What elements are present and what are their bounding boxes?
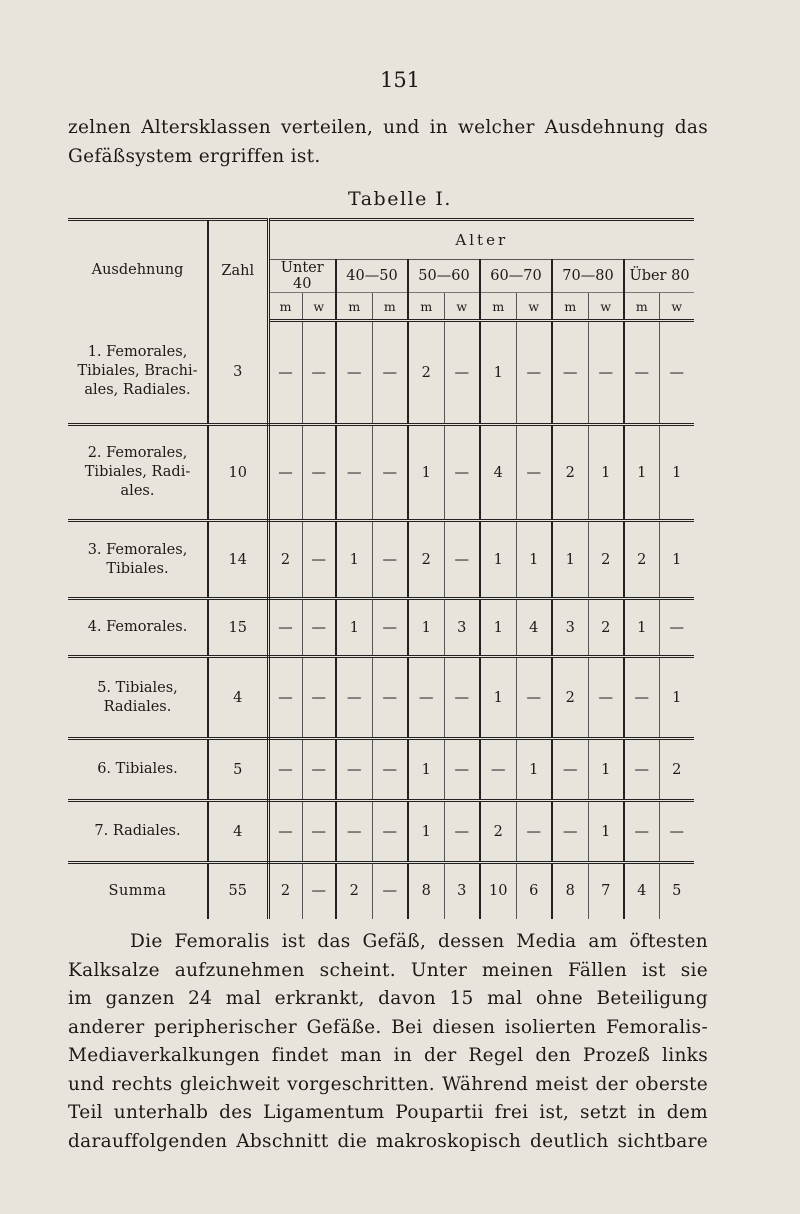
table-row bbox=[68, 801, 694, 863]
body-paragraph bbox=[68, 928, 708, 1156]
table-cell: 2 bbox=[480, 801, 516, 863]
table-cell: 4 bbox=[480, 425, 516, 521]
header-sex: m bbox=[372, 293, 408, 321]
row-zahl: 4 bbox=[208, 657, 268, 739]
table-cell: 1 bbox=[588, 739, 624, 801]
table-row bbox=[68, 599, 694, 657]
table-cell: 1 bbox=[336, 521, 372, 599]
table-cell: — bbox=[552, 739, 588, 801]
table-row bbox=[68, 321, 694, 425]
row-label: 7. Radiales. bbox=[68, 801, 208, 863]
table-cell: — bbox=[444, 521, 480, 599]
table-cell: 2 bbox=[408, 521, 444, 599]
row-zahl: 3 bbox=[208, 321, 268, 425]
table-cell: 1 bbox=[480, 599, 516, 657]
table-cell: — bbox=[372, 321, 408, 425]
text-line: darauffolgenden Abschnitt die makroskopisch deutlich sichtbare bbox=[68, 1130, 708, 1152]
table-cell: 1 bbox=[408, 425, 444, 521]
header-sex: m bbox=[552, 293, 588, 321]
table-cell: — bbox=[372, 521, 408, 599]
table-cell: 1 bbox=[408, 599, 444, 657]
header-age-group: Unter 40 bbox=[268, 260, 336, 293]
table-cell: 2 bbox=[268, 863, 302, 919]
table-cell: 8 bbox=[408, 863, 444, 919]
table-cell: 1 bbox=[624, 599, 659, 657]
table-cell: — bbox=[268, 739, 302, 801]
table-cell: — bbox=[516, 425, 552, 521]
header-sex: m bbox=[624, 293, 659, 321]
text-line: Die Femoralis ist das Gefäß, dessen Media am öftesten bbox=[130, 931, 708, 952]
header-sex: m bbox=[480, 293, 516, 321]
table-cell: — bbox=[444, 801, 480, 863]
table-cell: 4 bbox=[624, 863, 659, 919]
table-cell: 8 bbox=[552, 863, 588, 919]
table-cell: 3 bbox=[444, 599, 480, 657]
row-label: 3. Femorales, Tibiales. bbox=[68, 521, 208, 599]
table-cell: — bbox=[516, 321, 552, 425]
table-cell: — bbox=[372, 425, 408, 521]
table-cell: 1 bbox=[516, 521, 552, 599]
text-line: zelnen Altersklassen verteilen, und in welcher Ausdehnung das bbox=[68, 117, 708, 138]
row-label: 2. Femorales, Tibiales, Radi-ales. bbox=[68, 425, 208, 521]
table-cell: — bbox=[659, 801, 694, 863]
page-number: 151 bbox=[379, 68, 421, 92]
table-cell: — bbox=[444, 321, 480, 425]
table-cell: 1 bbox=[480, 657, 516, 739]
text-line: Teil unterhalb des Ligamentum Poupartii frei ist, setzt in dem bbox=[68, 1102, 708, 1123]
table-cell: — bbox=[302, 863, 336, 919]
header-sex: w bbox=[516, 293, 552, 321]
table-cell: — bbox=[302, 739, 336, 801]
table-cell: — bbox=[624, 801, 659, 863]
table-cell: 7 bbox=[588, 863, 624, 919]
intro-paragraph bbox=[68, 114, 708, 171]
row-label: 6. Tibiales. bbox=[68, 739, 208, 801]
table-cell: 2 bbox=[336, 863, 372, 919]
table-cell: 2 bbox=[588, 521, 624, 599]
table-cell: — bbox=[336, 425, 372, 521]
table-cell: 1 bbox=[624, 425, 659, 521]
table-row bbox=[68, 863, 694, 919]
header-sex: w bbox=[588, 293, 624, 321]
table-cell: — bbox=[336, 739, 372, 801]
header-zahl: Zahl bbox=[208, 220, 268, 321]
table-cell: 1 bbox=[336, 599, 372, 657]
header-age-group: 70—80 bbox=[552, 260, 624, 293]
table-cell: 2 bbox=[659, 739, 694, 801]
header-age-group: 40—50 bbox=[336, 260, 408, 293]
table-cell: 1 bbox=[659, 425, 694, 521]
text-line: Kalksalze aufzunehmen scheint. Unter meinen Fällen ist sie bbox=[68, 959, 708, 981]
table-cell: — bbox=[268, 321, 302, 425]
table-cell: — bbox=[268, 599, 302, 657]
table-row bbox=[68, 657, 694, 739]
table-cell: — bbox=[516, 657, 552, 739]
table-cell: — bbox=[336, 321, 372, 425]
table-cell: 1 bbox=[408, 801, 444, 863]
table-cell: — bbox=[552, 801, 588, 863]
table-cell: — bbox=[302, 657, 336, 739]
table-cell: 1 bbox=[659, 521, 694, 599]
table-cell: — bbox=[268, 657, 302, 739]
table-cell: 2 bbox=[552, 425, 588, 521]
header-sex: w bbox=[302, 293, 336, 321]
table-cell: — bbox=[302, 321, 336, 425]
table-cell: — bbox=[444, 739, 480, 801]
row-zahl: 15 bbox=[208, 599, 268, 657]
table-cell: — bbox=[302, 521, 336, 599]
table-caption: Tabelle I. bbox=[348, 188, 452, 210]
table-cell: 2 bbox=[624, 521, 659, 599]
table-cell: — bbox=[444, 425, 480, 521]
table-cell: 1 bbox=[588, 425, 624, 521]
table-cell: 2 bbox=[408, 321, 444, 425]
table-cell: 10 bbox=[480, 863, 516, 919]
header-age-group: Über 80 bbox=[624, 260, 694, 293]
table-cell: 5 bbox=[672, 883, 682, 900]
table-cell: 2 bbox=[552, 657, 588, 739]
table-cell: 1 bbox=[516, 739, 552, 801]
table-cell: — bbox=[624, 321, 659, 425]
header-alter: Alter bbox=[268, 220, 694, 260]
row-zahl: 5 bbox=[208, 739, 268, 801]
table-cell: — bbox=[552, 321, 588, 425]
text-line: Mediaverkalkungen findet man in der Regel den Prozeß links bbox=[68, 1045, 708, 1066]
row-zahl: 55 bbox=[208, 863, 268, 919]
table-cell: — bbox=[480, 739, 516, 801]
table-row bbox=[68, 425, 694, 521]
header-sex: m bbox=[268, 293, 302, 321]
text-line: und rechts gleichweit vorgeschritten. Während meist der oberste bbox=[68, 1073, 708, 1095]
text-line: anderer peripherischer Gefäße. Bei diesen isolierten Femoralis- bbox=[68, 1016, 708, 1038]
row-label: 4. Femorales. bbox=[68, 599, 208, 657]
table-cell: — bbox=[268, 425, 302, 521]
row-label: 1. Femorales, Tibiales, Brachi-ales, Radiales. bbox=[68, 321, 208, 425]
text-line: im ganzen 24 mal erkrankt, davon 15 mal ohne Beteiligung bbox=[68, 988, 708, 1009]
table-cell: 1 bbox=[480, 521, 516, 599]
table-cell: — bbox=[372, 657, 408, 739]
header-sex: m bbox=[408, 293, 444, 321]
table-cell: — bbox=[516, 801, 552, 863]
table-cell: — bbox=[302, 801, 336, 863]
row-zahl: 14 bbox=[208, 521, 268, 599]
table-cell: 2 bbox=[588, 599, 624, 657]
data-table bbox=[68, 218, 694, 919]
row-label: 5. Tibiales, Radiales. bbox=[68, 657, 208, 739]
table-row bbox=[68, 739, 694, 801]
table-cell: — bbox=[336, 657, 372, 739]
table-cell: 3 bbox=[552, 599, 588, 657]
table-cell: 1 bbox=[552, 521, 588, 599]
header-age-group: 50—60 bbox=[408, 260, 480, 293]
table-cell: — bbox=[372, 863, 408, 919]
row-zahl: 10 bbox=[208, 425, 268, 521]
table-cell: 2 bbox=[268, 521, 302, 599]
table-row bbox=[68, 521, 694, 599]
summa-label: Summa bbox=[68, 863, 208, 919]
table-cell: — bbox=[336, 801, 372, 863]
table-cell: — bbox=[444, 657, 480, 739]
header-ausdehnung: Ausdehnung bbox=[68, 220, 208, 321]
table-cell: — bbox=[302, 425, 336, 521]
table-cell: 1 bbox=[588, 801, 624, 863]
table-cell: — bbox=[624, 657, 659, 739]
table-cell: — bbox=[588, 321, 624, 425]
table-cell: — bbox=[372, 801, 408, 863]
header-age-group: 60—70 bbox=[480, 260, 552, 293]
table-cell: 1 bbox=[659, 657, 694, 739]
header-sex: w bbox=[659, 293, 694, 321]
table-cell: 1 bbox=[408, 739, 444, 801]
table-cell: — bbox=[659, 599, 694, 657]
table-cell: — bbox=[372, 739, 408, 801]
header-sex: m bbox=[336, 293, 372, 321]
table-cell: — bbox=[302, 599, 336, 657]
text-line: Gefäßsystem ergriffen ist. bbox=[68, 145, 321, 167]
row-zahl: 4 bbox=[208, 801, 268, 863]
table-cell: — bbox=[659, 321, 694, 425]
table-cell: — bbox=[268, 801, 302, 863]
table-cell: — bbox=[408, 657, 444, 739]
table-cell: 1 bbox=[480, 321, 516, 425]
table-cell: — bbox=[588, 657, 624, 739]
table-cell: — bbox=[372, 599, 408, 657]
header-sex: w bbox=[444, 293, 480, 321]
table-cell: 3 bbox=[444, 863, 480, 919]
table-cell: 4 bbox=[516, 599, 552, 657]
table-cell: 6 bbox=[516, 863, 552, 919]
table-cell: — bbox=[624, 739, 659, 801]
